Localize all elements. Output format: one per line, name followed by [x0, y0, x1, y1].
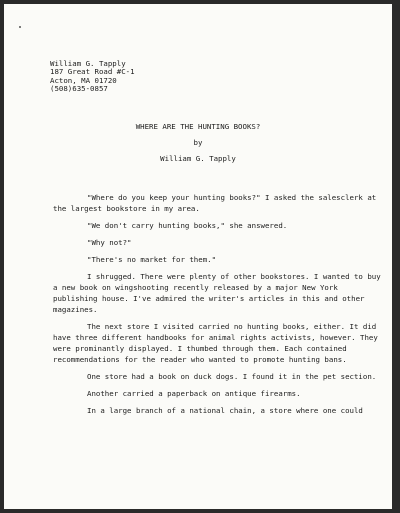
address-city: Acton, MA 01720 — [50, 75, 117, 85]
address-phone: (508)635-0857 — [50, 84, 108, 94]
byline-by: by — [193, 138, 203, 147]
paragraph: The next store I visited carried no hunting books, either. It did have three different handbooks for animal rights activists, however. They were prominantly displayed. I thumbed through them. Each contained recommendations for the reader who wanted to promote hunting bans. — [53, 322, 378, 364]
address-name: William G. Tapply — [50, 59, 126, 68]
page-mark — [19, 26, 21, 28]
paragraph: One store had a book on duck dogs. I found it in the pet section. — [87, 372, 377, 381]
paragraph: Another carried a paperback on antique firearms. — [87, 389, 301, 398]
article-body — [53, 192, 383, 422]
byline-author: William G. Tapply — [160, 154, 236, 163]
document-page — [4, 4, 392, 509]
paragraph: "There's no market for them." — [87, 255, 217, 264]
author-address-block — [50, 60, 135, 94]
paragraph: "We don't carry hunting books," she answered. — [87, 221, 288, 230]
paragraph: "Where do you keep your hunting books?" I asked the salesclerk at the largest bookstore in my area. — [53, 193, 377, 213]
address-street: 187 Great Road #C-1 — [50, 67, 135, 77]
paragraph: "Why not?" — [87, 238, 132, 247]
paragraph: I shrugged. There were plenty of other bookstores. I wanted to buy a new book on wingshooting recently released by a major New York publishing house. I've admired the writer's articles in this and other magazines. — [53, 272, 381, 314]
paragraph: In a large branch of a national chain, a store where one could — [87, 406, 363, 415]
document-title: WHERE ARE THE HUNTING BOOKS? — [135, 122, 261, 131]
